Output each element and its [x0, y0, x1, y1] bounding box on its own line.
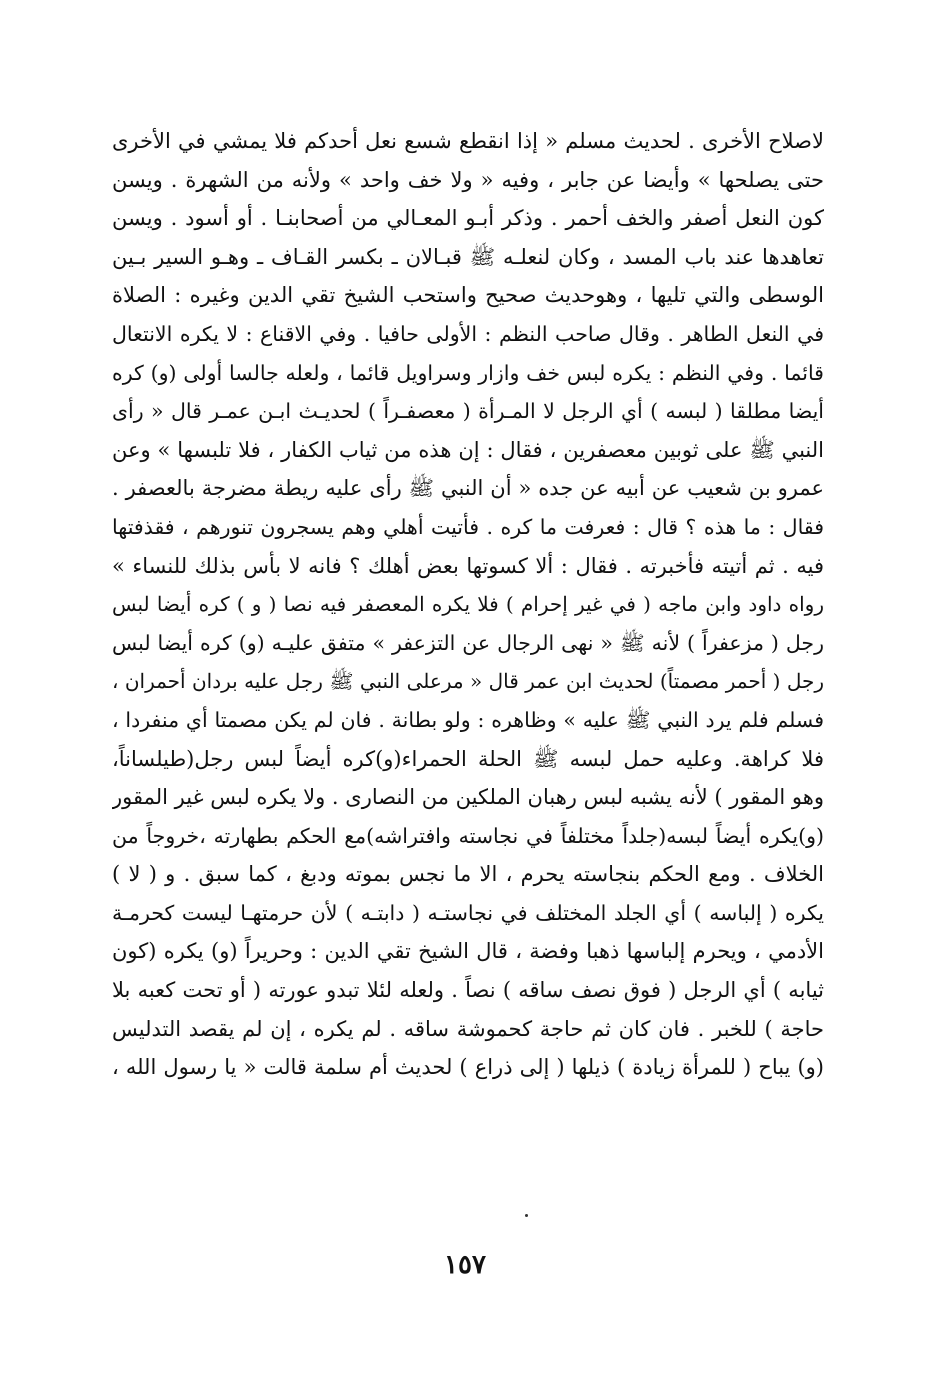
text-line: (و) يباح ( للمرأة زيادة ) ذيلها ( إلى ذراع ) لحديث أم سلمة قالت « يا رسول الله ،	[112, 1055, 824, 1080]
ink-dot	[525, 1214, 528, 1217]
text-line: الأدمي ، ويحرم إلباسها ذهبا وفضة ، قال الشيخ تقي الدين : وحريراً (و) يكره (كون	[112, 939, 824, 964]
text-line: تعاهدها عند باب المسد ، وكان لنعلـه ﷺ قبـالان ـ بكسر القـاف ـ وهـو السير بـين	[112, 244, 824, 269]
text-line: قائما . وفي النظم : يكره لبس خف وازار وسراويل قائما ، ولعله جالسا أولى (و) كره	[112, 360, 824, 385]
text-line: فقال : ما هذه ؟ قال : فعرفت ما كره . فأتيت أهلي وهم يسجرون تنورهم ، فقذفتها	[112, 514, 824, 539]
text-line: عمرو بن شعيب عن أبيه عن جده « أن النبي ﷺ رأى عليه ريطة مضرجة بالعصفر .	[112, 476, 824, 501]
text-line: ثيابه ) أي الرجل ( فوق نصف ساقه ) نصاً . ولعله لئلا تبدو عورته ( أو تحت كعبه بلا	[112, 978, 824, 1003]
text-line: الخلاف . ومع الحكم بنجاسته يحرم ، الا ما نجس بموته ودبغ ، كما سبق . و ( لا )	[112, 862, 824, 887]
text-line: (و)يكره أيضاً لبسه(جلداً مختلفاً في نجاسته وافتراشه)مع الحكم بطهارته ،خروجاً من	[112, 823, 824, 848]
text-line: فسلم فلم يرد النبي ﷺ عليه » وظاهره : ولو بطانة . فان لم يكن مصمتا أي منفردا ،	[112, 707, 824, 732]
text-line: رجل ( أحمر مصمتاً) لحديث ابن عمر قال « مرعلى النبي ﷺ رجل عليه بردان أحمران ،	[112, 669, 824, 694]
text-line: رواه داود وابن ماجه ( في غير إحرام ) فلا يكره المعصفر فيه نصا ( و ) كره أيضا لبس	[112, 592, 824, 617]
text-line: وهو المقور ) لأنه يشبه لبس رهبان الملكين من النصارى . ولا يكره لبس غير المقور	[112, 785, 824, 810]
text-line: حاجة ) للخبر . فان كان ثم حاجة كحموشة ساقه . لم يكره ، إن لم يقصد التدليس	[112, 1016, 824, 1041]
text-line: فلا كراهة. وعليه حمل لبسه ﷺ الحلة الحمراء(و)كره أيضاً لبس رجل(طيلساناً،	[112, 746, 824, 771]
text-line: لاصلاح الأخرى . لحديث مسلم « إذا انقطع شسع نعل أحدكم فلا يمشي في الأخرى	[112, 129, 824, 153]
text-line: أيضا مطلقا ( لبسه ) أي الرجل لا المـرأة ( معصفـراً ) لحديـث ابـن عمـر قال « رأى	[112, 399, 824, 424]
text-line: حتى يصلحها » وأيضا عن جابر ، وفيه « ولا خف واحد » ولأنه من الشهرة . ويسن	[112, 167, 824, 192]
text-line: في النعل الطاهر . وقال صاحب النظم : الأولى حافيا . وفي الاقناع : لا يكره الانتعال	[112, 321, 824, 346]
text-line: فيه . ثم أتيته فأخبرته . فقال : ألا كسوتها بعض أهلك ؟ فانه لا بأس بذلك للنساء »	[112, 553, 824, 578]
page-number: ١٥٧	[444, 1250, 486, 1280]
text-line: رجل ( مزعفراً ) لأنه ﷺ « نهى الرجال عن التزعفر » متفق عليـه (و) كره أيضا لبس	[112, 630, 824, 655]
text-line: النبي ﷺ على ثوبين معصفرين ، فقال : إن هذه من ثياب الكفار ، فلا تلبسها » وعن	[112, 437, 824, 462]
text-line: الوسطى والتي تليها ، وهوحديث صحيح واستحب الشيخ تقي الدين وغيره : الصلاة	[112, 283, 824, 308]
text-line: يكره ( إلباسه ) أي الجلد المختلف في نجاستـه ( دابتـه ) لأن حرمتهـا ليست كحرمـة	[112, 900, 824, 925]
body-text	[112, 122, 824, 1087]
text-line: كون النعل أصفر والخف أحمر . وذكر أبـو المعـالي من أصحابنـا . أو أسود . ويسن	[112, 206, 824, 231]
